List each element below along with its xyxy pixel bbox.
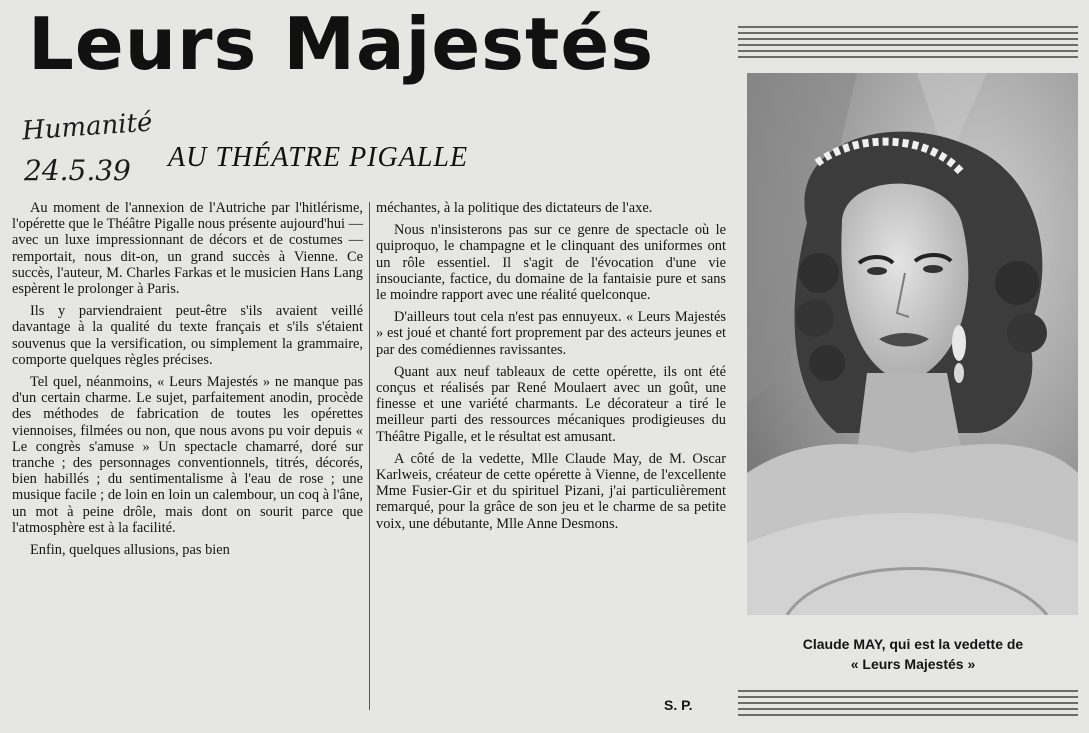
paragraph: D'ailleurs tout cela n'est pas ennuyeux. « Leurs Majestés » est joué et chanté fort proprement par des acteurs jeunes et par des comédiennes ravissantes. bbox=[376, 309, 726, 358]
paragraph: Enfin, quelques allusions, pas bien bbox=[30, 542, 230, 559]
paragraph: Ils y parviendraient peut-être s'ils avaient veillé davantage à la qualité du texte français et s'ils s'étaient souvenus que la versification, ou simplement la grammaire, comporte quelques règles précises. bbox=[12, 303, 363, 368]
paragraph: A côté de la vedette, Mlle Claude May, de M. Oscar Karlweis, créateur de cette opérette à Vienne, de l'excellente Mme Fusier-Gir et du spirituel Pizani, j'ai particulièrement remarqué, pour la grâce de son jeu et le charme de sa petite voix, une débutante, Mlle Anne Desmons. bbox=[376, 450, 726, 532]
decorative-rules-top bbox=[738, 26, 1078, 62]
photo-caption bbox=[748, 634, 1078, 674]
caption-line-2: « Leurs Majestés » bbox=[850, 656, 976, 672]
caption-line-1: Claude MAY, qui est la vedette de bbox=[802, 636, 1024, 652]
handwritten-source-note: Humanité bbox=[21, 107, 154, 147]
paragraph: Quant aux neuf tableaux de cette opérette, ils ont été conçus et réalisés par René Moulaert avec un goût, une finesse et une variété charmants. Le décorateur a tiré le meilleur parti des ressources mécaniques prodigieuses du Théâtre Pigalle, et le résultat est amusant. bbox=[376, 363, 726, 445]
author-signature: S. P. bbox=[664, 697, 693, 713]
handwritten-date-note: 24.5.39 bbox=[24, 154, 131, 187]
portrait-photo bbox=[747, 73, 1078, 615]
article-column-2 bbox=[376, 200, 726, 538]
paragraph: méchantes, à la politique des dictateurs de l'axe. bbox=[376, 200, 653, 216]
decorative-rules-bottom bbox=[738, 690, 1078, 720]
paragraph: Tel quel, néanmoins, « Leurs Majestés » ne manque pas d'un certain charme. Le sujet, parfaitement anodin, procède des méthodes de fabrication de toutes les opérettes viennoises, filmées ou non, que nous avons pu voir depuis « Le congrès s'amuse » Un spectacle chamarré, doré sur tranche ; des personnages conventionnels, titrés, décorés, bien habillés ; du sentimentalisme à l'eau de rose ; une musique facile ; de loin en loin un calembour, un coq à l'âne, un mot à peine drôle, mais dont on sourit parce que l'atmosphère est à la facilité. bbox=[12, 374, 363, 536]
article-headline: Leurs Majestés bbox=[28, 2, 655, 86]
paragraph: Au moment de l'annexion de l'Autriche par l'hitlérisme, l'opérette que le Théâtre Pigalle nous présente aujourd'hui — avec un luxe impressionnant de décors et de costumes — remportait, nous dit-on, un grand succès à Vienne. Ce succès, l'auteur, M. Charles Farkas et le musicien Hans Lang espèrent le prolonger à Paris. bbox=[12, 200, 363, 298]
paragraph: Nous n'insisterons pas sur ce genre de spectacle où le quiproquo, le champagne et le clinquant des uniformes ont un rôle essentiel. Il s'agit de l'évocation d'une vie insouciante, factice, du domaine de la fantaisie pure et sans le moindre rapport avec une réalité quelconque. bbox=[376, 222, 726, 304]
portrait-illustration bbox=[747, 73, 1078, 615]
column-divider bbox=[369, 202, 370, 710]
article-column-1 bbox=[12, 200, 363, 564]
article-subheadline: AU THÉATRE PIGALLE bbox=[168, 142, 469, 173]
